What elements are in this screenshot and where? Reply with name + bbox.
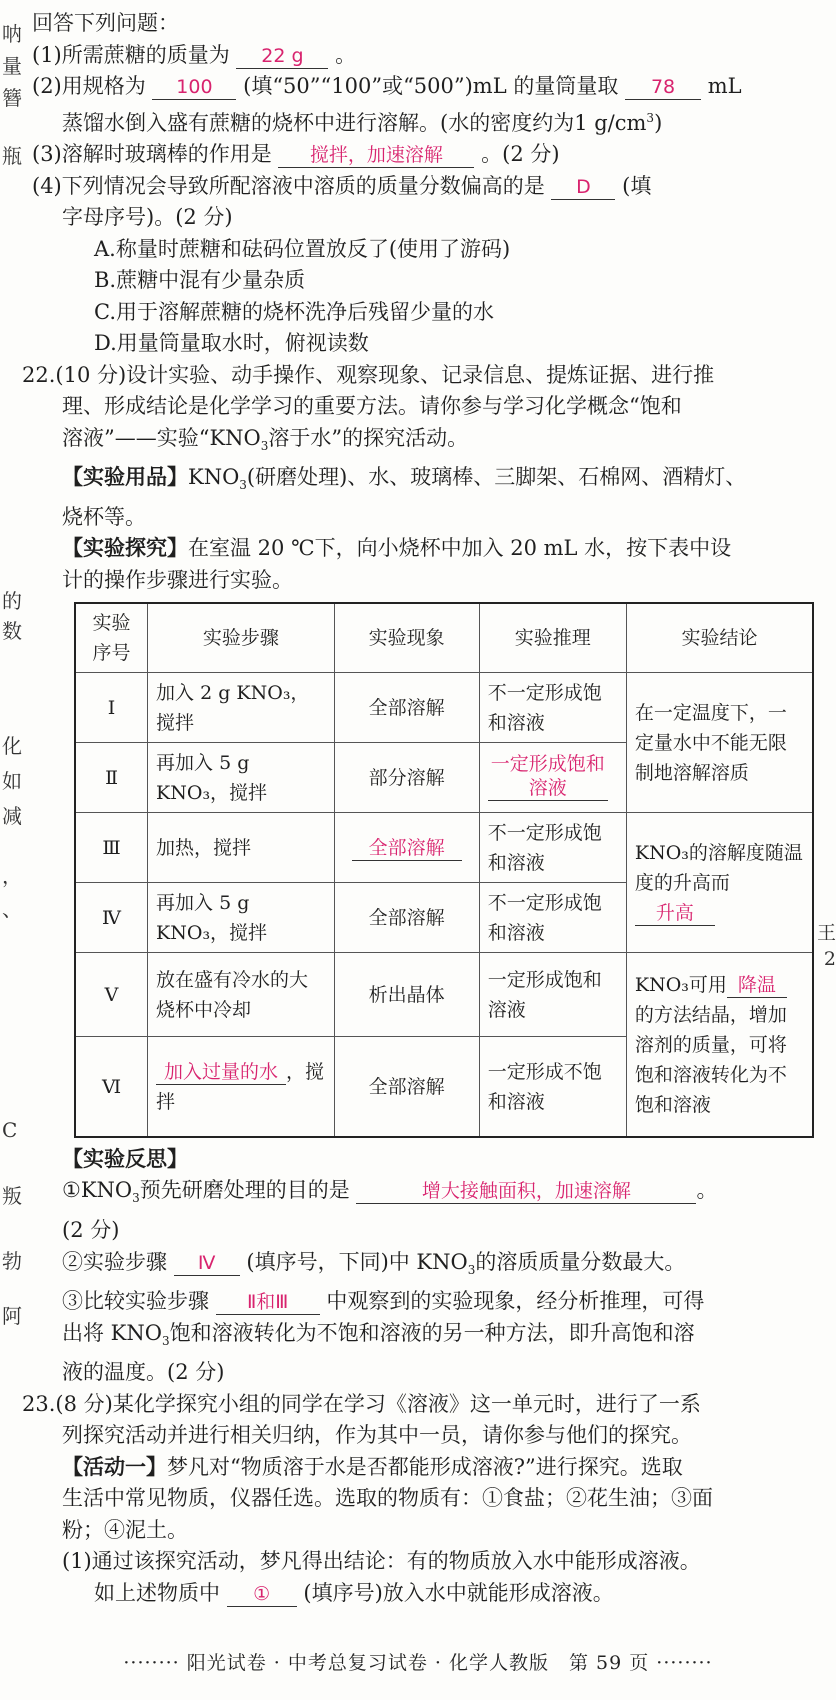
q22-reflection-2: ②实验步骤 Ⅳ (填序号，下同)中 $KNO_3$的溶质质量分数最大。 bbox=[62, 1249, 686, 1277]
edge-char: 王 bbox=[816, 922, 836, 944]
table-header: 实验步骤 bbox=[148, 603, 335, 673]
q21-option-a: A.称量时蔗糖和砝码位置放反了(使用了游码) bbox=[94, 236, 511, 261]
edge-char: 减 bbox=[2, 804, 22, 828]
q22-materials: 【实验用品】$KNO_3$(研磨处理)、水、玻璃棒、三脚架、石棉网、酒精灯、 bbox=[62, 465, 747, 493]
answer-blank: 搅拌，加速溶解 bbox=[278, 143, 474, 168]
answer-blank: 升高 bbox=[635, 901, 715, 926]
q22-reflection-3: ③比较实验步骤 Ⅱ和Ⅲ 中观察到的实验现象，经分析推理，可得 bbox=[62, 1289, 705, 1314]
table-row: Ⅴ 放在盛有冷水的大烧杯中冷却 析出晶体 一定形成饱和溶液 KNO₃可用 降温的方法结晶，增加溶剂的质量，可将饱和溶液转化为不饱和溶液 bbox=[75, 953, 813, 1037]
q22-reflection-3-cont: 出将 $KNO_3$饱和溶液转化为不饱和溶液的另一种方法，即升高饱和溶 bbox=[62, 1320, 695, 1348]
answer-blank: 一定形成饱和溶液 bbox=[488, 752, 608, 801]
edge-char: 2 bbox=[823, 948, 836, 970]
q22-stem: 22.(10 分)设计实验、动手操作、观察现象、记录信息、提炼证据、进行推 bbox=[22, 362, 715, 387]
q21-part4-cont: 字母序号)。(2 分) bbox=[62, 205, 233, 229]
table-row: Ⅰ 加入 2 g KNO₃，搅拌 全部溶解 不一定形成饱和溶液 在一定温度下，一定量水中不能无限制地溶解溶质 bbox=[75, 673, 813, 743]
edge-char: ， bbox=[2, 864, 22, 888]
conclusion-cell: KNO₃可用 降温的方法结晶，增加溶剂的质量，可将饱和溶液转化为不饱和溶液 bbox=[626, 953, 813, 1137]
q23-part1: (1)通过该探究活动，梦凡得出结论：有的物质放入水中能形成溶液。 bbox=[62, 1549, 701, 1574]
answer-blank: Ⅳ bbox=[174, 1251, 240, 1276]
q22-materials: 烧杯等。 bbox=[62, 504, 146, 529]
q22-stem: 理、形成结论是化学学习的重要方法。请你参与学习化学概念“饱和 bbox=[62, 394, 682, 418]
q22-reflection-title: 【实验反思】 bbox=[62, 1146, 188, 1171]
edge-char: 数 bbox=[2, 619, 22, 643]
answer-blank: D bbox=[551, 175, 615, 200]
q21-option-b: B.蔗糖中混有少量杂质 bbox=[94, 268, 306, 292]
q21-part2-cont: 蒸馏水倒入盛有蔗糖的烧杯中进行溶解。(水的密度约为1 $g/cm^3$) bbox=[62, 110, 663, 135]
answer-blank: 22 g bbox=[236, 44, 328, 69]
table-header: 实验序号 bbox=[75, 603, 148, 673]
left-edge-bleed bbox=[0, 0, 30, 1700]
q22-reflection-3-cont: 液的温度。(2 分) bbox=[62, 1360, 225, 1385]
q22-exploration: 计的操作步骤进行实验。 bbox=[62, 567, 293, 592]
q21-option-c: C.用于溶解蔗糖的烧杯洗净后残留少量的水 bbox=[94, 299, 494, 324]
q21-option-d: D.用量筒量取水时，俯视读数 bbox=[94, 331, 369, 355]
conclusion-cell: KNO₃的溶解度随温度的升高而 升高 bbox=[626, 813, 813, 953]
q22-reflection-1-score: (2 分) bbox=[62, 1218, 120, 1243]
page-footer: ········ 阳光试卷 · 中考总复习试卷 · 化学人教版 第 59 页 ········ bbox=[123, 1652, 713, 1674]
answer-blank: 78 bbox=[625, 75, 701, 100]
table-header: 实验结论 bbox=[626, 603, 813, 673]
edge-char: 簪 bbox=[2, 86, 22, 110]
q23-activity-1: 粉；④泥土。 bbox=[62, 1517, 188, 1542]
table-row: Ⅱ 再加入 5 g KNO₃，搅拌 部分溶解 一定形成饱和溶液 bbox=[75, 743, 813, 813]
answer-blank: 加入过量的水 bbox=[156, 1060, 286, 1085]
edge-char: 的 bbox=[2, 589, 22, 613]
answer-blank: 100 bbox=[152, 75, 236, 100]
q23-activity-1: 生活中常见物质，仪器任选。选取的物质有：①食盐；②花生油；③面 bbox=[62, 1486, 713, 1511]
q21-part2: (2)用规格为 100 (填“50”“100”或“500”)mL 的量筒量取 78 mL bbox=[32, 74, 742, 98]
q21-intro: 回答下列问题： bbox=[32, 11, 179, 35]
q22-exploration: 【实验探究】在室温 20 ℃下，向小烧杯中加入 20 mL 水，按下表中设 bbox=[62, 536, 732, 561]
edge-char: 勃 bbox=[2, 1249, 22, 1273]
table-header: 实验推理 bbox=[479, 603, 626, 673]
table-row: Ⅵ 加入过量的水 ，搅拌 全部溶解 一定形成不饱和溶液 bbox=[75, 1037, 813, 1137]
right-edge-bleed bbox=[818, 0, 836, 1700]
experiment-table bbox=[74, 602, 814, 1138]
answer-blank: 降温 bbox=[727, 973, 787, 998]
q21-part4: (4)下列情况会导致所配溶液中溶质的质量分数偏高的是 D (填 bbox=[32, 173, 652, 198]
q23-part1-cont: 如上述物质中 ① (填序号)放入水中就能形成溶液。 bbox=[94, 1580, 614, 1605]
conclusion-cell: 在一定温度下，一定量水中不能无限制地溶解溶质 bbox=[626, 673, 813, 813]
table-row: Ⅳ 再加入 5 g KNO₃，搅拌 全部溶解 不一定形成饱和溶液 bbox=[75, 883, 813, 953]
edge-char: 叛 bbox=[2, 1184, 22, 1208]
exam-page bbox=[22, 8, 812, 1609]
answer-blank: Ⅱ和Ⅲ bbox=[216, 1290, 320, 1315]
table-header-row bbox=[75, 603, 813, 673]
edge-char: 量 bbox=[2, 54, 22, 78]
q21-part3: (3)溶解时玻璃棒的作用是 搅拌，加速溶解 。(2 分) bbox=[32, 142, 560, 166]
q22-reflection-1: $①KNO_3$预先研磨处理的目的是 增大接触面积，加速溶解 。 bbox=[62, 1178, 718, 1206]
edge-char: 瓶 bbox=[2, 144, 22, 168]
edge-char: 、 bbox=[2, 897, 22, 921]
answer-blank: 增大接触面积，加速溶解 bbox=[356, 1179, 696, 1204]
answer-blank: 全部溶解 bbox=[352, 836, 462, 861]
table-header: 实验现象 bbox=[334, 603, 479, 673]
edge-char: 阿 bbox=[2, 1304, 22, 1328]
q23-stem: 23.(8 分)某化学探究小组的同学在学习《溶液》这一单元时，进行了一系 bbox=[22, 1391, 701, 1416]
edge-char: 如 bbox=[2, 769, 22, 793]
table-row: Ⅲ 加热，搅拌 全部溶解 不一定形成饱和溶液 KNO₃的溶解度随温度的升高而 升高 bbox=[75, 813, 813, 883]
edge-char: C bbox=[2, 1118, 18, 1142]
q23-activity-1: 【活动一】梦凡对“物质溶于水是否都能形成溶液?”进行探究。选取 bbox=[62, 1454, 683, 1479]
edge-char: 化 bbox=[2, 734, 22, 758]
q22-stem: 溶液”——实验“$KNO_3$溶于水”的探究活动。 bbox=[62, 425, 469, 453]
q21-part1: (1)所需蔗糖的质量为 22 g 。 bbox=[32, 42, 357, 67]
q23-stem: 列探究活动并进行相关归纳，作为其中一员，请你参与他们的探究。 bbox=[62, 1423, 692, 1448]
edge-char: 呐 bbox=[2, 22, 22, 46]
answer-blank: ① bbox=[227, 1582, 297, 1607]
